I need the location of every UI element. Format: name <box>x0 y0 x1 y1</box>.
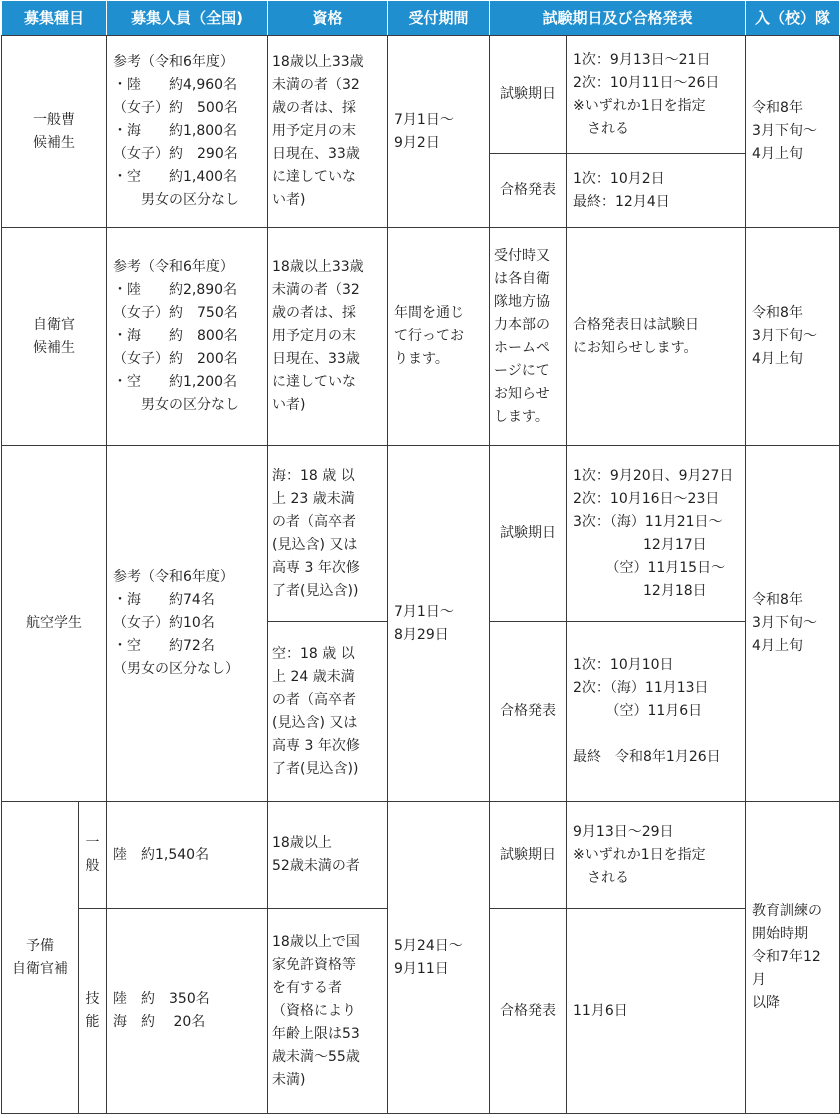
result-dates-koku: 1次：10月10日 2次：（海）11月13日 （空）11月6日 最終 令和8年1月26日 <box>567 622 746 802</box>
exam-dates-yobi: 9月13日～29日 ※いずれか1日を指定 される <box>567 802 746 909</box>
header-qualification: 資格 <box>268 1 388 36</box>
type-koku: 航空学生 <box>2 446 107 802</box>
header-exam: 試験期日及び合格発表 <box>490 1 746 36</box>
header-enlist: 入（校）隊 <box>746 1 840 36</box>
header-type: 募集種目 <box>2 1 107 36</box>
enlist-yobi: 教育訓練の 開始時期 令和7年12月 以降 <box>746 802 840 1114</box>
subtype-general: 一 般 <box>79 802 107 909</box>
header-row <box>2 1 840 36</box>
people-jieikan: 参考（令和6年度） ・陸 約2,890名 （女子）約 750名 ・海 約 800名 （女子）約 200名 ・空 約1,200名 男女の区分なし <box>107 228 268 446</box>
subtype-skill: 技 能 <box>79 909 107 1114</box>
period-yobi: 5月24日～ 9月11日 <box>388 802 490 1114</box>
qualification-yobi-general: 18歳以上 52歳未満の者 <box>268 802 388 909</box>
exam-label-koku: 試験期日 <box>490 446 567 622</box>
row-ippan-exam <box>2 36 840 154</box>
people-ippan: 参考（令和6年度） ・陸 約4,960名 （女子）約 500名 ・海 約1,800名 （女子）約 290名 ・空 約1,400名 男女の区分なし <box>107 36 268 228</box>
period-koku: 7月1日～ 8月29日 <box>388 446 490 802</box>
qualification-koku-sea: 海：18 歳 以 上 23 歳未満 の者（高卒者 (見込含) 又は 高専 3 年次修 了者(見込含)) <box>268 446 388 622</box>
enlist-jieikan: 令和8年 3月下旬～ 4月上旬 <box>746 228 840 446</box>
period-jieikan: 年間を通じ て行ってお ります。 <box>388 228 490 446</box>
enlist-koku: 令和8年 3月下旬～ 4月上旬 <box>746 446 840 802</box>
exam-dates-ippan: 1次：9月13日～21日 2次：10月11日～26日 ※いずれか1日を指定 される <box>567 36 746 154</box>
qualification-koku-air: 空：18 歳 以 上 24 歳未満 の者（高卒者 (見込含) 又は 高専 3 年次修 了者(見込含)) <box>268 622 388 802</box>
row-koku-exam <box>2 446 840 622</box>
result-dates-yobi: 11月6日 <box>567 909 746 1114</box>
recruitment-table <box>1 0 840 1114</box>
result-label-koku: 合格発表 <box>490 622 567 802</box>
period-ippan: 7月1日～ 9月2日 <box>388 36 490 228</box>
type-yobi: 予備 自衛官補 <box>2 802 79 1114</box>
qualification-jieikan: 18歳以上33歳 未満の者（32 歳の者は、採 用予定月の末 日現在、33歳 に達していな い者) <box>268 228 388 446</box>
type-ippan: 一般曹 候補生 <box>2 36 107 228</box>
header-period: 受付期間 <box>388 1 490 36</box>
row-jieikan <box>2 228 840 446</box>
exam-dates-koku: 1次：9月20日、9月27日 2次：10月16日～23日 3次：（海）11月21日～ 12月17日 （空）11月15日～ 12月18日 <box>567 446 746 622</box>
result-label-ippan: 合格発表 <box>490 154 567 228</box>
exam-label-ippan: 試験期日 <box>490 36 567 154</box>
qualification-yobi-skill: 18歳以上で国 家免許資格等 を有する者 （資格により 年齢上限は53 歳未満～55歳 未満) <box>268 909 388 1114</box>
type-jieikan: 自衛官 候補生 <box>2 228 107 446</box>
people-koku: 参考（令和6年度） ・海 約74名 （女子）約10名 ・空 約72名 （男女の区分なし） <box>107 446 268 802</box>
enlist-ippan: 令和8年 3月下旬～ 4月上旬 <box>746 36 840 228</box>
people-yobi-general: 陸 約1,540名 <box>107 802 268 909</box>
qualification-ippan: 18歳以上33歳 未満の者（32 歳の者は、採 用予定月の末 日現在、33歳 に達していな い者) <box>268 36 388 228</box>
result-label-yobi: 合格発表 <box>490 909 567 1114</box>
result-dates-ippan: 1次：10月2日 最終：12月4日 <box>567 154 746 228</box>
row-yobi-general <box>2 802 840 909</box>
exam-note-jieikan: 受付時又 は各自衛 隊地方協 力本部の ホームペ ージにて お知らせ します。 <box>490 228 567 446</box>
people-yobi-skill: 陸 約 350名 海 約 20名 <box>107 909 268 1114</box>
result-note-jieikan: 合格発表日は試験日 にお知らせします。 <box>567 228 746 446</box>
header-people: 募集人員（全国) <box>107 1 268 36</box>
exam-label-yobi: 試験期日 <box>490 802 567 909</box>
